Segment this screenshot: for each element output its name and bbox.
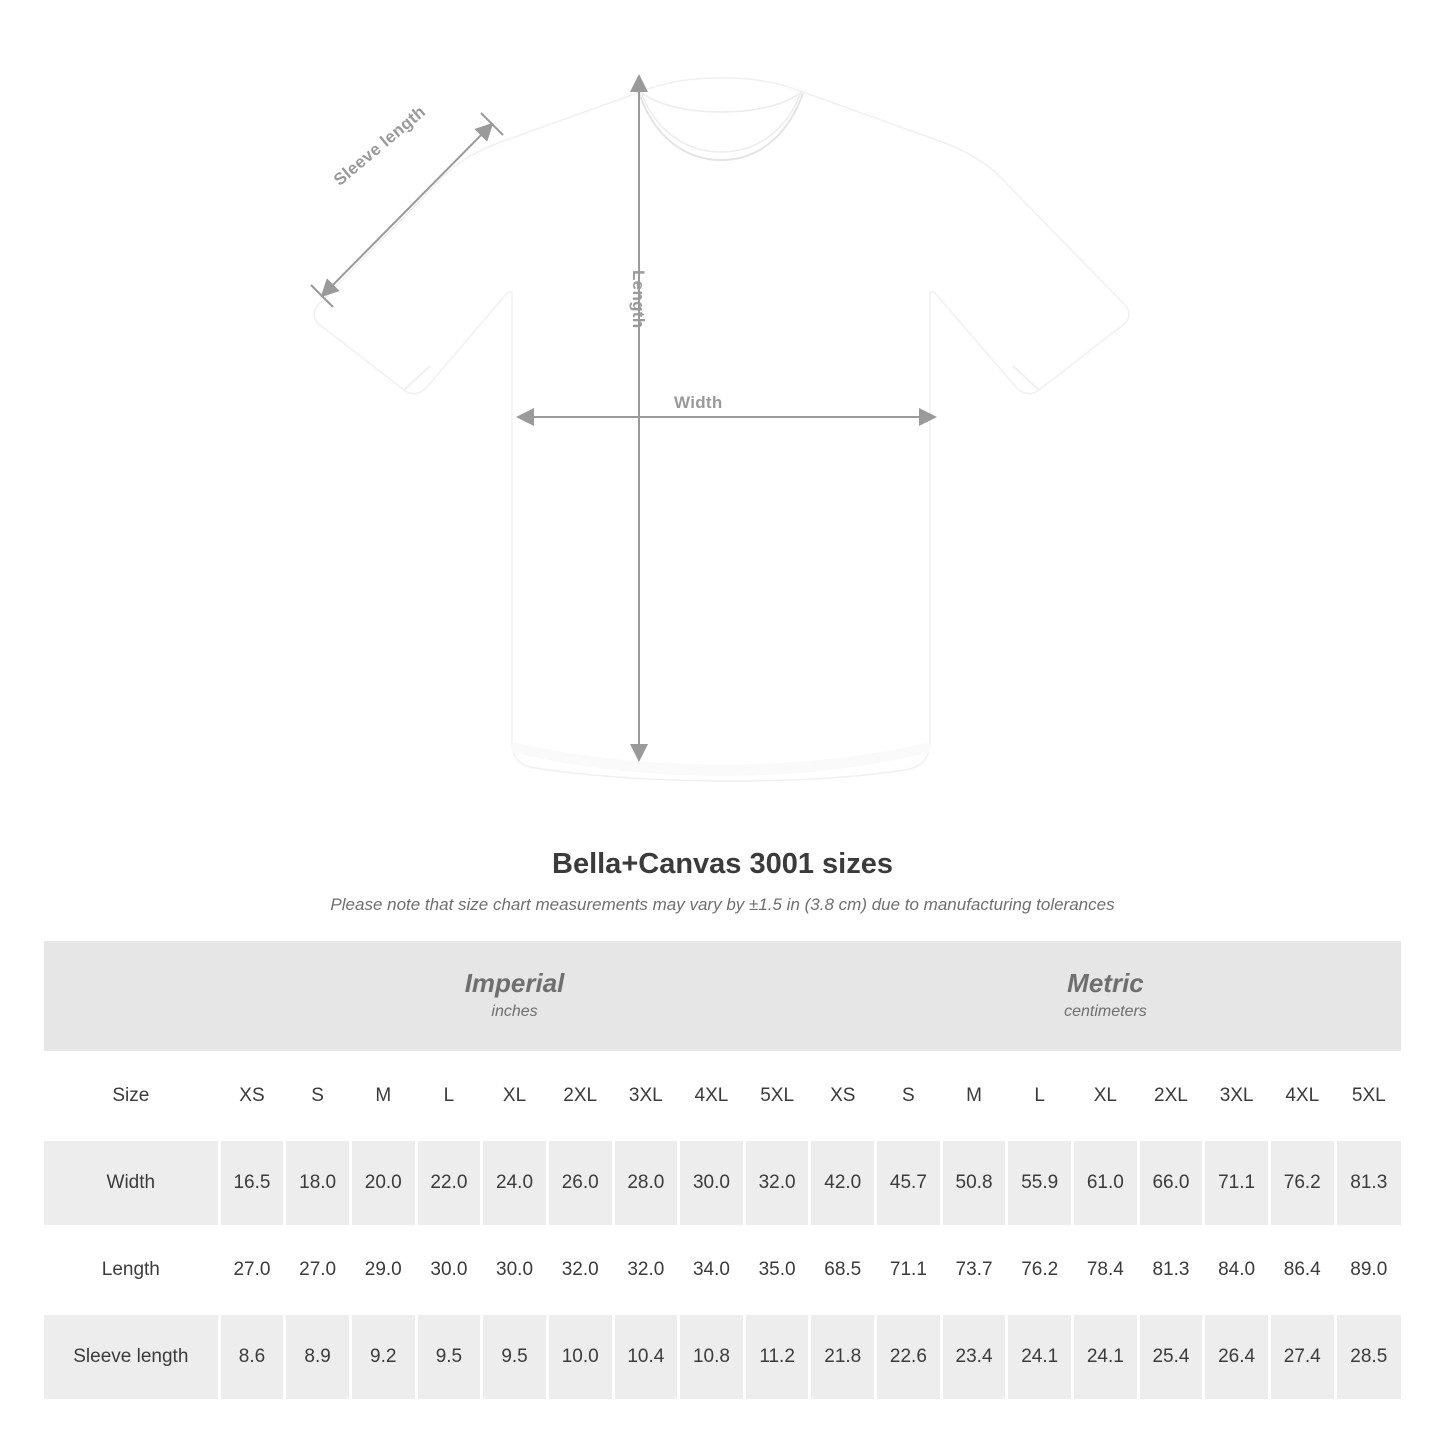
system-header-imperial	[219, 941, 810, 1053]
title-block	[0, 848, 1445, 915]
system-header-metric	[810, 941, 1401, 1053]
size-table-wrapper	[44, 941, 1401, 1399]
cell-length: 89.0	[1335, 1227, 1401, 1314]
cell-length: 30.0	[416, 1227, 482, 1314]
cell-width: 20.0	[350, 1140, 416, 1227]
size-header-cell: XL	[482, 1053, 548, 1140]
cell-length: 27.0	[285, 1227, 351, 1314]
cell-width: 28.0	[613, 1140, 679, 1227]
cell-width: 26.0	[547, 1140, 613, 1227]
cell-length: 71.1	[876, 1227, 942, 1314]
cell-sleeve-length: 9.5	[482, 1314, 548, 1400]
cell-width: 45.7	[876, 1140, 942, 1227]
cell-sleeve-length: 10.4	[613, 1314, 679, 1400]
size-header-cell: 4XL	[1269, 1053, 1335, 1140]
size-header-cell: S	[876, 1053, 942, 1140]
cell-sleeve-length: 21.8	[810, 1314, 876, 1400]
measurement-system-header-row	[44, 941, 1401, 1053]
cell-length: 78.4	[1073, 1227, 1139, 1314]
row-label-length: Length	[44, 1227, 219, 1314]
size-table	[44, 941, 1401, 1399]
cell-sleeve-length: 10.8	[679, 1314, 745, 1400]
tshirt-shape	[314, 78, 1129, 781]
cell-length: 86.4	[1269, 1227, 1335, 1314]
size-header-cell: 3XL	[1204, 1053, 1270, 1140]
size-header-row	[44, 1053, 1401, 1140]
length-label: Length	[629, 270, 648, 329]
cell-width: 55.9	[1007, 1140, 1073, 1227]
cell-length: 32.0	[613, 1227, 679, 1314]
size-header-cell: 3XL	[613, 1053, 679, 1140]
cell-sleeve-length: 8.9	[285, 1314, 351, 1400]
table-row	[44, 1140, 1401, 1227]
size-header-cell: XS	[810, 1053, 876, 1140]
cell-sleeve-length: 23.4	[941, 1314, 1007, 1400]
system-unit-imperial: inches	[491, 1003, 538, 1021]
cell-sleeve-length: 10.0	[547, 1314, 613, 1400]
size-header-cell: S	[285, 1053, 351, 1140]
cell-width: 24.0	[482, 1140, 548, 1227]
tolerance-note: Please note that size chart measurements may vary by ±1.5 in (3.8 cm) due to manufacturing tolerances	[330, 895, 1115, 914]
cell-sleeve-length: 8.6	[219, 1314, 285, 1400]
size-header-cell: XL	[1073, 1053, 1139, 1140]
cell-length: 73.7	[941, 1227, 1007, 1314]
system-name-metric: Metric	[1067, 967, 1144, 998]
size-header-cell: L	[416, 1053, 482, 1140]
cell-length: 81.3	[1138, 1227, 1204, 1314]
system-header-spacer	[44, 941, 219, 1053]
system-unit-metric: centimeters	[1064, 1003, 1147, 1021]
size-header-cell: L	[1007, 1053, 1073, 1140]
size-header-cell: M	[350, 1053, 416, 1140]
size-header-cell: 5XL	[1335, 1053, 1401, 1140]
sleeve-length-label: Sleeve length	[330, 102, 430, 190]
cell-sleeve-length: 9.5	[416, 1314, 482, 1400]
cell-sleeve-length: 24.1	[1073, 1314, 1139, 1400]
size-header-label: Size	[44, 1053, 219, 1140]
size-header-cell: 2XL	[1138, 1053, 1204, 1140]
cell-length: 76.2	[1007, 1227, 1073, 1314]
cell-sleeve-length: 11.2	[744, 1314, 810, 1400]
cell-width: 61.0	[1073, 1140, 1139, 1227]
system-name-imperial: Imperial	[464, 967, 565, 998]
cell-length: 27.0	[219, 1227, 285, 1314]
cell-width: 16.5	[219, 1140, 285, 1227]
cell-length: 84.0	[1204, 1227, 1270, 1314]
size-header-cell: XS	[219, 1053, 285, 1140]
page-title: Bella+Canvas 3001 sizes	[552, 848, 893, 880]
cell-width: 66.0	[1138, 1140, 1204, 1227]
cell-length: 35.0	[744, 1227, 810, 1314]
cell-width: 50.8	[941, 1140, 1007, 1227]
cell-width: 22.0	[416, 1140, 482, 1227]
cell-length: 30.0	[482, 1227, 548, 1314]
size-header-cell: 4XL	[679, 1053, 745, 1140]
cell-length: 68.5	[810, 1227, 876, 1314]
table-row	[44, 1227, 1401, 1314]
cell-length: 34.0	[679, 1227, 745, 1314]
cell-length: 32.0	[547, 1227, 613, 1314]
cell-length: 29.0	[350, 1227, 416, 1314]
cell-width: 32.0	[744, 1140, 810, 1227]
cell-width: 81.3	[1335, 1140, 1401, 1227]
cell-sleeve-length: 24.1	[1007, 1314, 1073, 1400]
cell-width: 30.0	[679, 1140, 745, 1227]
cell-width: 42.0	[810, 1140, 876, 1227]
cell-sleeve-length: 28.5	[1335, 1314, 1401, 1400]
cell-sleeve-length: 26.4	[1204, 1314, 1270, 1400]
size-header-cell: M	[941, 1053, 1007, 1140]
row-label-sleeve-length: Sleeve length	[44, 1314, 219, 1400]
cell-width: 18.0	[285, 1140, 351, 1227]
cell-sleeve-length: 9.2	[350, 1314, 416, 1400]
size-header-cell: 2XL	[547, 1053, 613, 1140]
width-label: Width	[674, 393, 723, 412]
row-label-width: Width	[44, 1140, 219, 1227]
cell-width: 71.1	[1204, 1140, 1270, 1227]
cell-width: 76.2	[1269, 1140, 1335, 1227]
cell-sleeve-length: 25.4	[1138, 1314, 1204, 1400]
table-row	[44, 1314, 1401, 1400]
cell-sleeve-length: 22.6	[876, 1314, 942, 1400]
size-header-cell: 5XL	[744, 1053, 810, 1140]
cell-sleeve-length: 27.4	[1269, 1314, 1335, 1400]
